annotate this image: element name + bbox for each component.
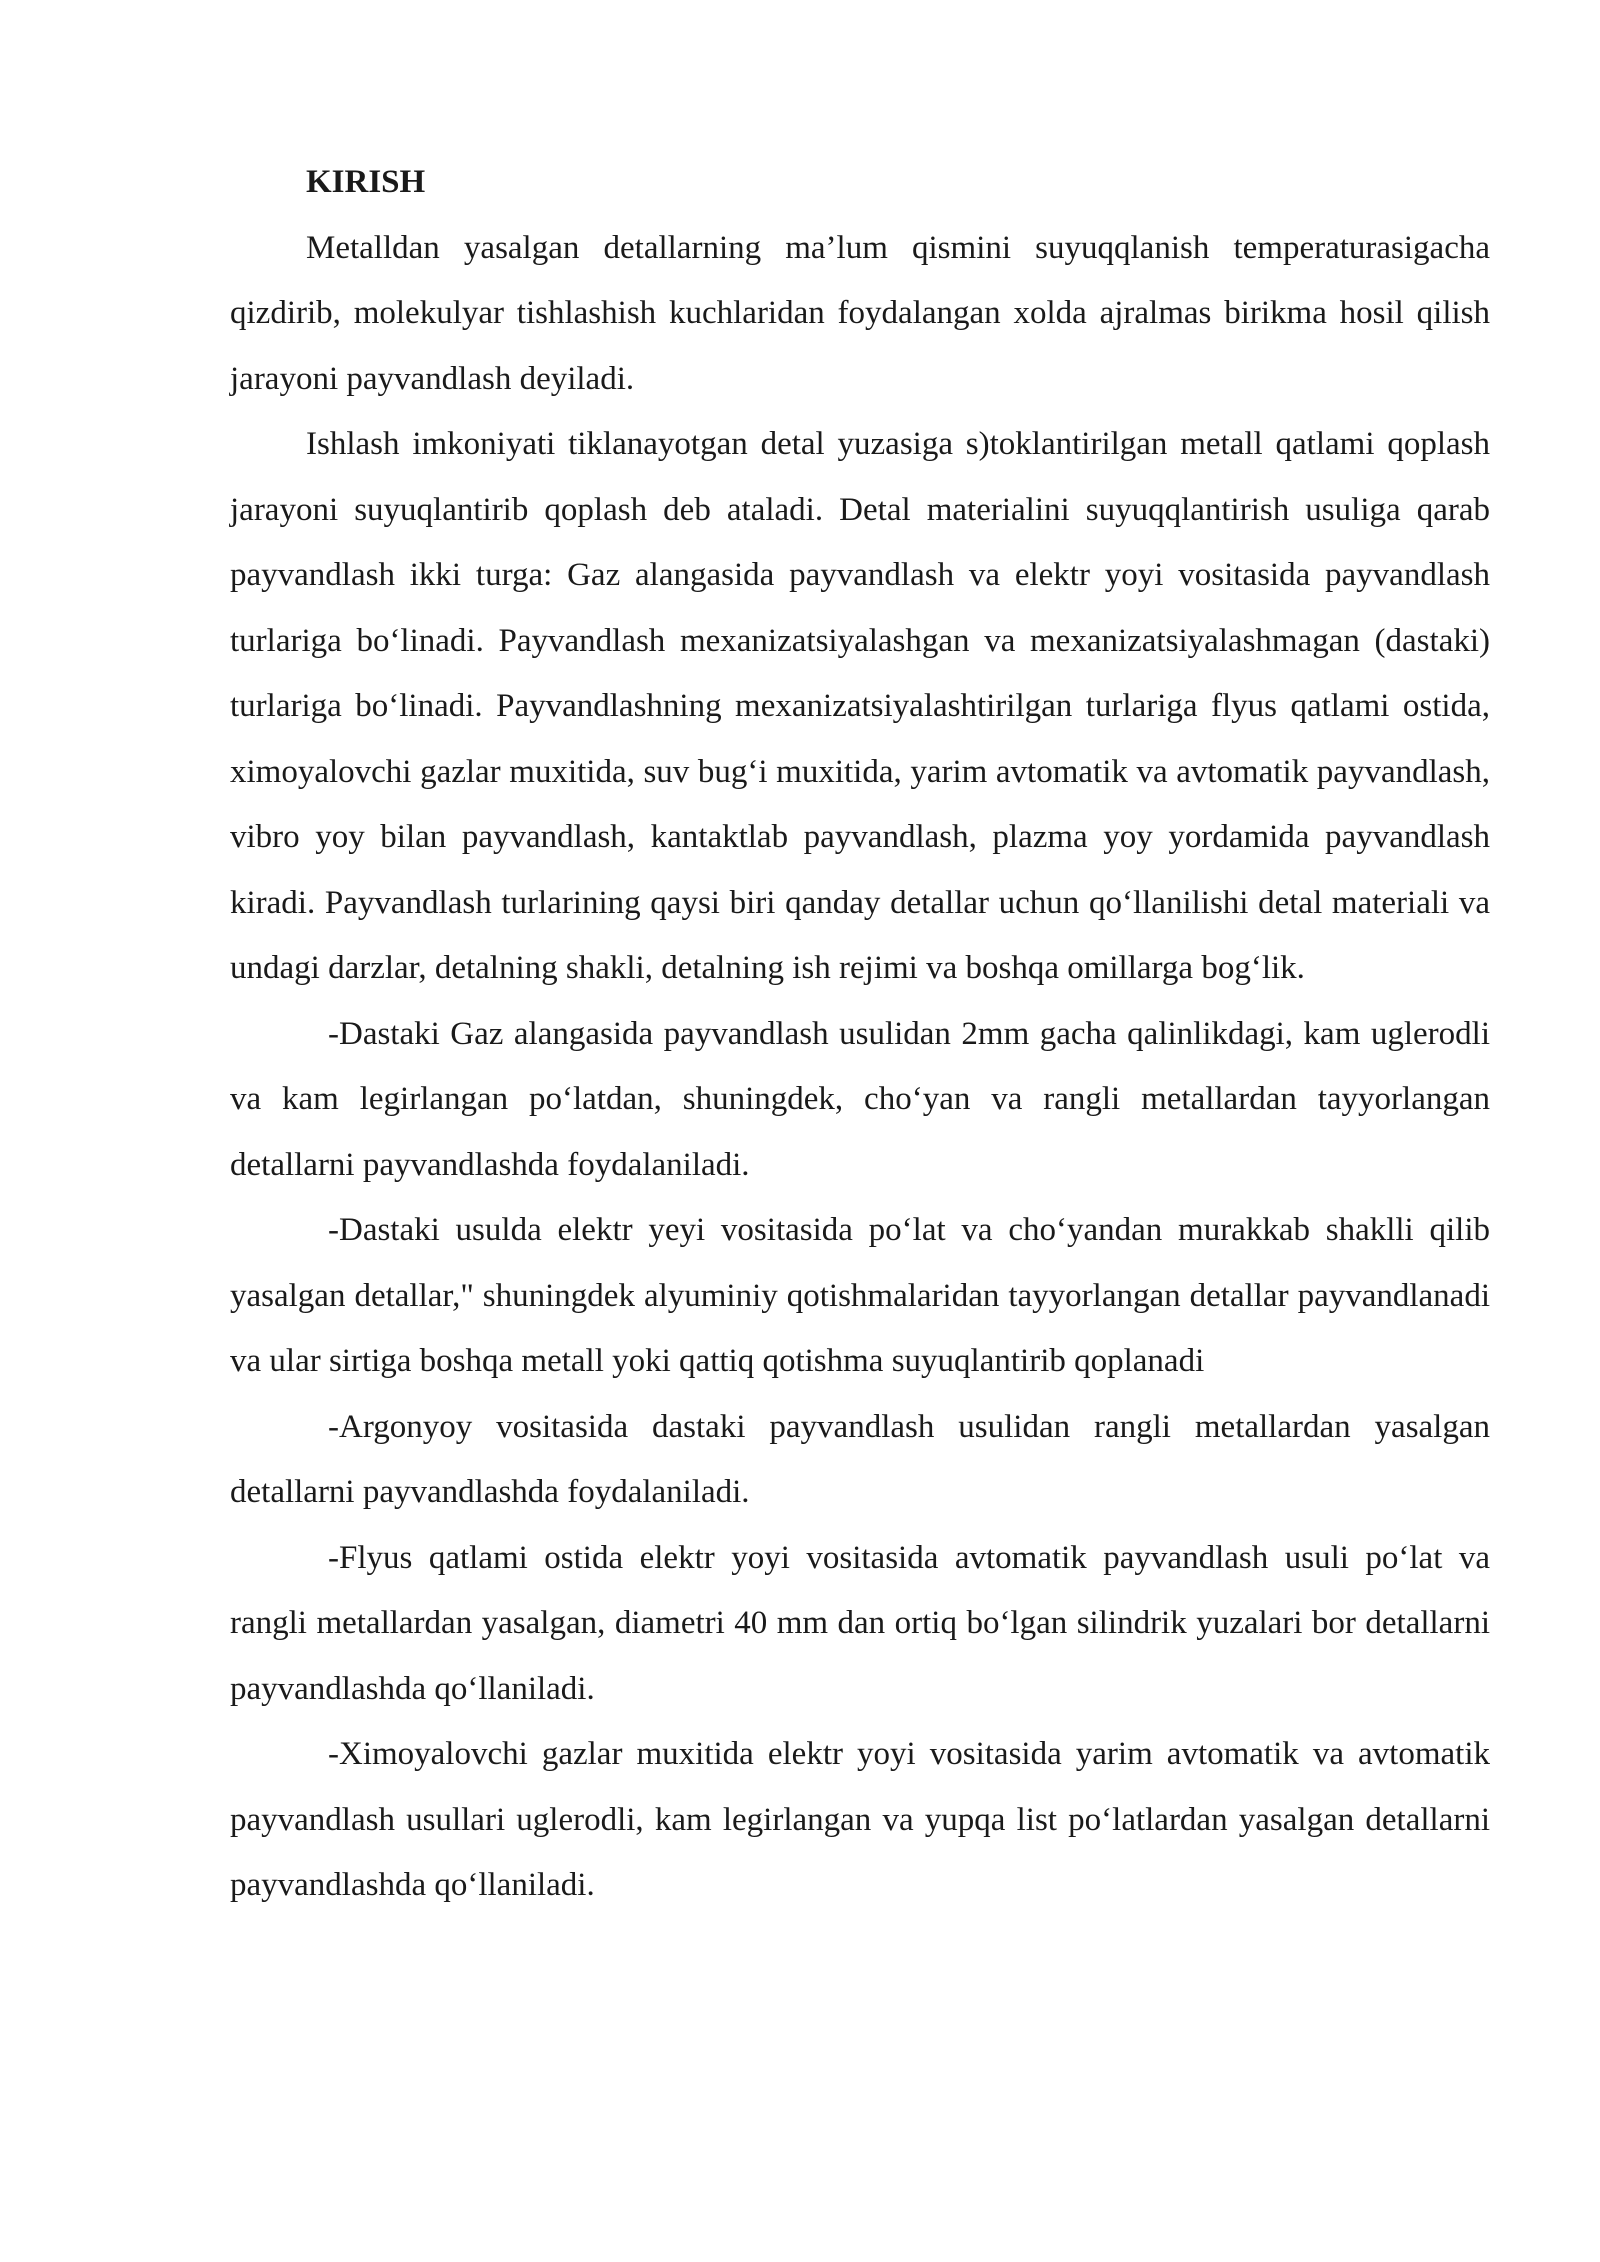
paragraph-welding-types: Ishlash imkoniyati tiklanayotgan detal yuzasiga s)toklantirilgan metall qatlami qoplash jarayoni suyuqlantirib qoplash deb ataladi. Detal materialini suyuqqlantirish usuliga qarab payvandlash ikki turga: Gaz alangasida payvandlash va elektr yoyi vositasida payvandlash turlariga bo‘linadi. Payvandlash mexanizatsiyalashgan va mexanizatsiyalashmagan (dastaki) turlariga bo‘linadi. Payvandlashning mexanizatsiyalashtirilgan turlariga flyus qatlami ostida, ximoyalovchi gazlar muxitida, suv bug‘i muxitida, yarim avtomatik va avtomatik payvandlash, vibro yoy bilan payvandlash, kantaktlab payvandlash, plazma yoy yordamida payvandlash kiradi. Payvandlash turlarining qaysi biri qanday detallar uchun qo‘llanilishi detal materiali va undagi darzlar, detalning shakli, detalning ish rejimi va boshqa omillarga bog‘lik. — [230, 426, 1490, 986]
paragraph-flux-welding: -Flyus qatlami ostida elektr yoyi vositasida avtomatik payvandlash usuli po‘lat va rangli metallardan yasalgan, diametri 40 mm dan ortiq bo‘lgan silindrik yuzalari bor detallarni payvandlashda qo‘llaniladi. — [230, 1539, 1490, 1707]
paragraph-definition: Metalldan yasalgan detallarning ma’lum qismini suyuqqlanish temperaturasigacha qizdirib, molekulyar tishlashish kuchlaridan foydalangan xolda ajralmas birikma hosil qilish jarayoni payvandlash deyiladi. — [230, 229, 1490, 397]
paragraph-argon-arc-welding: -Argonyoy vositasida dastaki payvandlash usulidan rangli metallardan yasalgan detallarni payvandlashda foydalaniladi. — [230, 1408, 1490, 1510]
section-heading: KIRISH — [306, 164, 426, 200]
paragraph-manual-arc-welding: -Dastaki usulda elektr yeyi vositasida po‘lat va cho‘yandan murakkab shaklli qilib yasalgan detallar," shuningdek alyuminiy qotishmalaridan tayyorlangan detallar payvandlanadi va ular sirtiga boshqa metall yoki qattiq qotishma suyuqlantirib qoplanadi — [230, 1212, 1490, 1379]
paragraph-shielding-gas-welding: -Ximoyalovchi gazlar muxitida elektr yoyi vositasida yarim avtomatik va avtomatik payvandlash usullari uglerodli, kam legirlangan va yupqa list po‘latlardan yasalgan detallarni payvandlashda qo‘llaniladi. — [230, 1736, 1490, 1903]
paragraph-gas-welding: -Dastaki Gaz alangasida payvandlash usulidan 2mm gacha qalinlikdagi, kam uglerodli va kam legirlangan po‘latdan, shuningdek, cho‘yan va rangli metallardan tayyorlangan detallarni payvandlashda foydalaniladi. — [230, 1015, 1490, 1183]
document-page — [230, 150, 1490, 1919]
